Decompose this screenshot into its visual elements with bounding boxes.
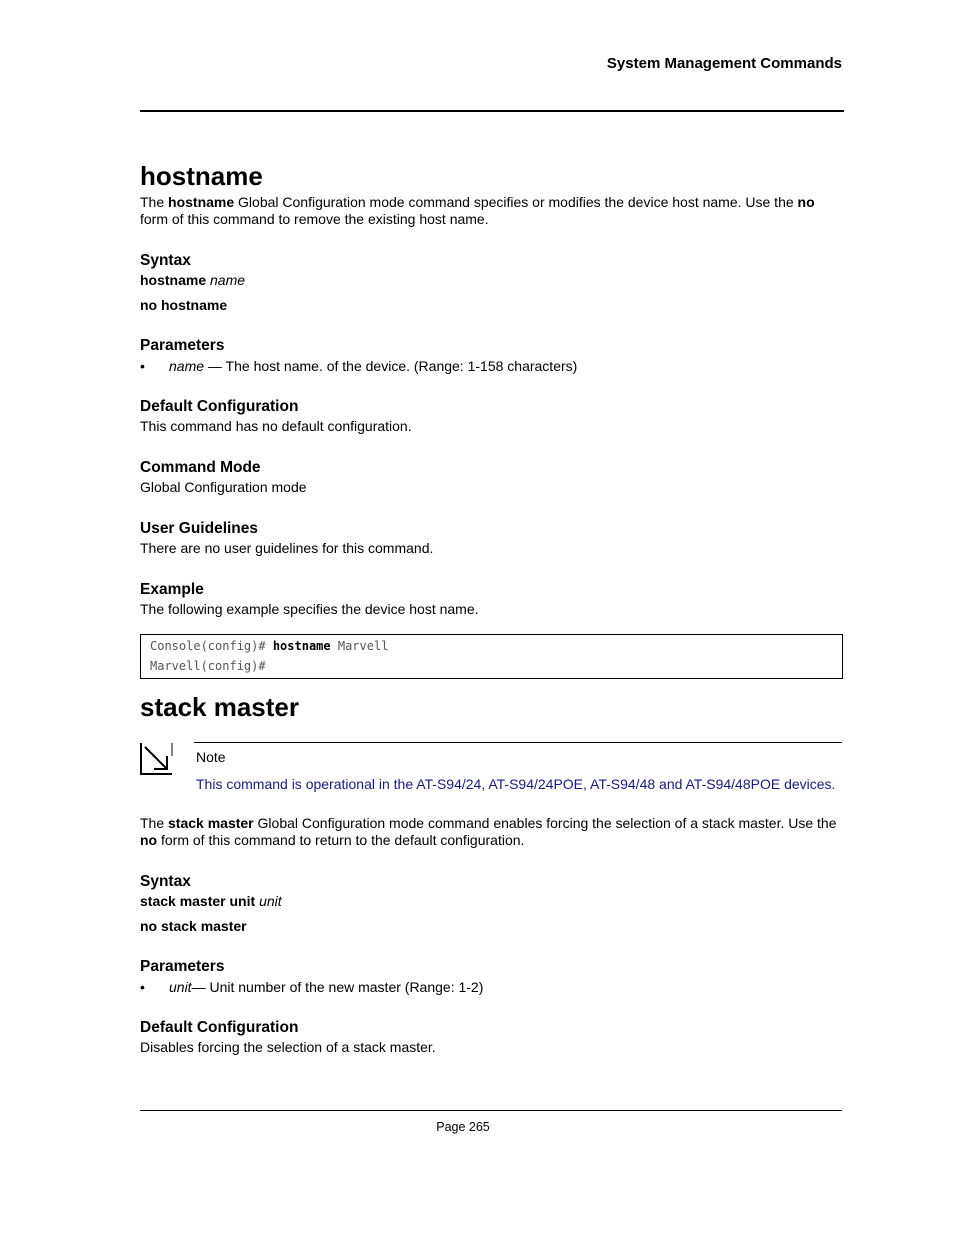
- user-guidelines-heading: User Guidelines: [140, 520, 259, 537]
- bullet-icon: •: [140, 979, 145, 995]
- intro-text: The: [140, 194, 169, 210]
- syntax-no-command: no stack master: [140, 918, 247, 934]
- syntax-line: [140, 272, 842, 289]
- parameters-heading: Parameters: [140, 337, 225, 354]
- note-text: This command is operational in the AT-S94/24, AT-S94/24POE, AT-S94/48 and AT-S94/48POE devices.: [196, 776, 836, 792]
- syntax-no-line: [140, 918, 842, 935]
- intro-text: Global Configuration mode command specifies or modifies the device host name. Use the: [234, 194, 798, 210]
- running-head: System Management Commands: [606, 55, 842, 72]
- footer-rule: [140, 1110, 842, 1111]
- page-number: Page 265: [436, 1120, 490, 1134]
- syntax-no-line: [140, 297, 842, 314]
- section-title-hostname: hostname: [140, 161, 263, 191]
- note-label: Note: [196, 749, 226, 765]
- intro-text: form of this command to remove the existing host name.: [140, 211, 489, 227]
- hostname-intro: [140, 194, 842, 228]
- syntax-argument: unit: [259, 893, 282, 909]
- default-config-heading: Default Configuration: [140, 398, 299, 415]
- parameter-description: — The host name. of the device. (Range: 1-158 characters): [204, 358, 578, 374]
- code-line-2: Marvell(config)#: [150, 659, 266, 673]
- default-config-text: Disables forcing the selection of a stack master.: [140, 1039, 436, 1055]
- default-config-heading: Default Configuration: [140, 1019, 299, 1036]
- syntax-heading: Syntax: [140, 873, 191, 890]
- parameter-name: unit: [169, 979, 192, 995]
- syntax-heading: Syntax: [140, 252, 191, 269]
- user-guidelines-text: There are no user guidelines for this command.: [140, 540, 434, 556]
- intro-no-keyword: no: [140, 832, 158, 848]
- stack-master-intro: [140, 815, 842, 849]
- parameter-item: [169, 979, 483, 995]
- example-heading: Example: [140, 581, 204, 598]
- syntax-argument: name: [210, 272, 246, 288]
- example-text: The following example specifies the device host name.: [140, 601, 479, 617]
- intro-text: The: [140, 815, 169, 831]
- command-mode-text: Global Configuration mode: [140, 479, 307, 495]
- code-line-1: [150, 639, 388, 653]
- parameter-description: — Unit number of the new master (Range: 1-2): [191, 979, 484, 995]
- intro-text: Global Configuration mode command enables forcing the selection of a stack master. Use the: [253, 815, 837, 831]
- parameter-item: [169, 358, 577, 374]
- code-argument: Marvell: [330, 639, 389, 653]
- command-mode-heading: Command Mode: [140, 459, 261, 476]
- syntax-command: stack master unit: [140, 893, 256, 909]
- parameters-heading: Parameters: [140, 958, 225, 975]
- syntax-command: hostname: [140, 272, 207, 288]
- intro-text: form of this command to return to the default configuration.: [157, 832, 525, 848]
- syntax-line: [140, 893, 842, 910]
- parameter-name: name: [169, 358, 205, 374]
- intro-command: hostname: [168, 194, 235, 210]
- code-command: hostname: [272, 639, 331, 653]
- code-prompt: Console(config)#: [150, 639, 273, 653]
- syntax-no-command: no hostname: [140, 297, 228, 313]
- header-rule: [140, 110, 844, 112]
- note-rule: [194, 742, 842, 743]
- bullet-icon: •: [140, 358, 145, 374]
- note-arrow-icon: [140, 742, 173, 775]
- intro-no-keyword: no: [797, 194, 815, 210]
- intro-command: stack master: [168, 815, 254, 831]
- default-config-text: This command has no default configuration.: [140, 418, 412, 434]
- section-title-stack-master: stack master: [140, 692, 299, 722]
- code-block: [140, 634, 843, 679]
